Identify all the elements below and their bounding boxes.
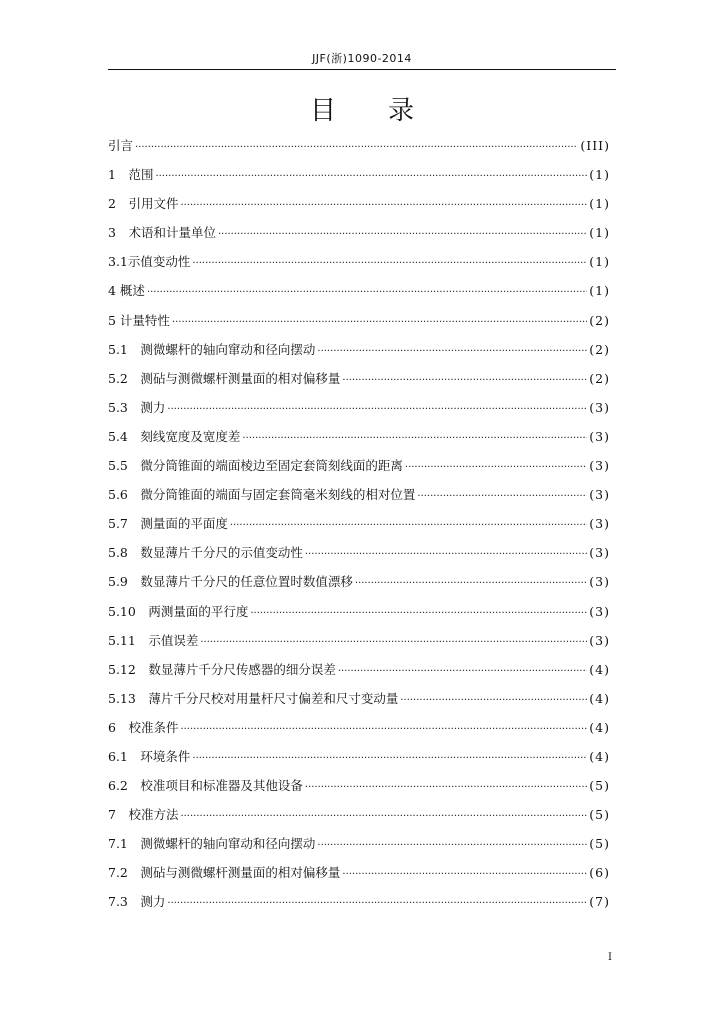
- toc-entry-page: (1): [589, 167, 610, 183]
- toc-entry-label: 6.1 环境条件: [108, 748, 191, 764]
- toc-entry-label: 7.3 测力: [108, 894, 166, 910]
- toc-entry-page: (4): [589, 719, 610, 735]
- toc-entry-label: 6 校准条件: [108, 719, 179, 735]
- toc-entry-label: 5.4 刻线宽度及宽度差: [108, 428, 241, 444]
- toc-entry[interactable]: [108, 480, 610, 509]
- toc-entry[interactable]: [108, 247, 610, 276]
- toc-entry-page: (3): [589, 399, 610, 415]
- toc-entry-page: (4): [589, 748, 610, 764]
- toc-entry-page: (5): [589, 836, 610, 852]
- toc-entry-page: (2): [589, 312, 610, 328]
- toc-entry-page: (5): [589, 807, 610, 823]
- toc-dot-leader: [230, 511, 587, 540]
- toc-entry-label: 5.10 两测量面的平行度: [108, 603, 249, 619]
- toc-entry-label: 5.1 测微螺杆的轴向窜动和径向摆动: [108, 341, 316, 357]
- toc-entry-page: (3): [589, 458, 610, 474]
- toc-dot-leader: [180, 802, 587, 831]
- toc-entry-label: 5.5 微分筒锥面的端面棱边至固定套筒刻线面的距离: [108, 458, 403, 474]
- toc-entry[interactable]: [108, 538, 610, 567]
- toc-entry-label: 4 概述: [108, 283, 145, 299]
- toc-entry-page: (5): [589, 778, 610, 794]
- toc-entry-label: 5.13 薄片千分尺校对用量杆尺寸偏差和尺寸变动量: [108, 690, 399, 706]
- toc-dot-leader: [147, 278, 587, 307]
- toc-entry[interactable]: [108, 393, 610, 422]
- toc-dot-leader: [192, 249, 587, 278]
- toc-dot-leader: [342, 366, 587, 395]
- toc-entry[interactable]: [108, 160, 610, 189]
- toc-dot-leader: [242, 424, 587, 453]
- toc-entry[interactable]: [108, 858, 610, 887]
- toc-entry-label: 1 范围: [108, 167, 154, 183]
- toc-entry-label: 5.2 测砧与测微螺杆测量面的相对偏移量: [108, 370, 341, 386]
- toc-dot-leader: [218, 220, 587, 249]
- toc-entry[interactable]: [108, 306, 610, 335]
- toc-dot-leader: [250, 599, 587, 628]
- toc-dot-leader: [417, 482, 587, 511]
- header-rule: [108, 69, 616, 70]
- toc-entry-label: 5.11 示值误差: [108, 632, 199, 648]
- toc-entry[interactable]: [108, 451, 610, 480]
- toc-dot-leader: [317, 831, 587, 860]
- toc-dot-leader: [172, 308, 587, 337]
- toc-entry-label: 5.3 测力: [108, 399, 166, 415]
- toc-entry[interactable]: [108, 684, 610, 713]
- toc-entry-page: (1): [589, 254, 610, 270]
- toc-title: 目录: [309, 96, 466, 126]
- toc-entry[interactable]: [108, 189, 610, 218]
- toc-entry[interactable]: [108, 335, 610, 364]
- toc-entry-page: (3): [589, 632, 610, 648]
- table-of-contents: [108, 131, 610, 917]
- toc-entry[interactable]: [108, 422, 610, 451]
- toc-entry[interactable]: [108, 887, 610, 916]
- toc-dot-leader: [192, 744, 587, 773]
- toc-dot-leader: [338, 657, 587, 686]
- toc-entry-label: 7.1 测微螺杆的轴向窜动和径向摆动: [108, 836, 316, 852]
- toc-entry-page: (4): [589, 690, 610, 706]
- toc-dot-leader: [180, 715, 587, 744]
- toc-entry-page: (3): [589, 428, 610, 444]
- toc-entry-label: 5.8 数显薄片千分尺的示值变动性: [108, 545, 303, 561]
- toc-entry-page: (3): [589, 545, 610, 561]
- toc-entry-label: 5 计量特性: [108, 312, 170, 328]
- toc-entry[interactable]: [108, 800, 610, 829]
- toc-entry[interactable]: [108, 655, 610, 684]
- toc-dot-leader: [400, 686, 587, 715]
- toc-entry-label: 5.12 数显薄片千分尺传感器的细分误差: [108, 661, 336, 677]
- toc-entry-page: (3): [589, 487, 610, 503]
- toc-entry-page: (4): [589, 661, 610, 677]
- toc-entry-page: (3): [589, 516, 610, 532]
- toc-dot-leader: [405, 453, 587, 482]
- toc-entry[interactable]: [108, 829, 610, 858]
- toc-entry-page: (III): [580, 138, 610, 153]
- toc-dot-leader: [305, 540, 587, 569]
- toc-dot-leader: [317, 337, 587, 366]
- toc-entry-page: (1): [589, 225, 610, 241]
- toc-entry-label: 5.9 数显薄片千分尺的任意位置时数值漂移: [108, 574, 353, 590]
- toc-entry-page: (7): [589, 894, 610, 910]
- toc-entry-label: 5.6 微分筒锥面的端面与固定套筒毫米刻线的相对位置: [108, 487, 416, 503]
- toc-entry[interactable]: [108, 131, 610, 160]
- toc-entry-label: 7 校准方法: [108, 807, 179, 823]
- toc-entry[interactable]: [108, 626, 610, 655]
- running-header: JJF(浙)1090-2014: [312, 52, 412, 65]
- toc-dot-leader: [305, 773, 587, 802]
- toc-entry[interactable]: [108, 567, 610, 596]
- toc-entry-page: (6): [589, 865, 610, 881]
- toc-entry-label: 7.2 测砧与测微螺杆测量面的相对偏移量: [108, 865, 341, 881]
- toc-entry-page: (3): [589, 603, 610, 619]
- toc-entry-label: 2 引用文件: [108, 196, 179, 212]
- toc-dot-leader: [167, 889, 587, 918]
- toc-entry[interactable]: [108, 364, 610, 393]
- toc-entry[interactable]: [108, 597, 610, 626]
- toc-dot-leader: [342, 860, 587, 889]
- toc-entry-page: (1): [589, 196, 610, 212]
- toc-dot-leader: [200, 628, 587, 657]
- toc-entry-label: 3.1示值变动性: [108, 254, 191, 270]
- toc-entry-page: (2): [589, 370, 610, 386]
- toc-entry-page: (2): [589, 341, 610, 357]
- toc-dot-leader: [180, 191, 587, 220]
- toc-entry[interactable]: [108, 771, 610, 800]
- toc-dot-leader: [355, 569, 587, 598]
- toc-dot-leader: [135, 133, 578, 162]
- toc-entry-label: 引言: [108, 138, 134, 153]
- toc-entry-page: (1): [589, 283, 610, 299]
- page-number: I: [608, 952, 612, 963]
- toc-entry[interactable]: [108, 713, 610, 742]
- toc-entry[interactable]: [108, 218, 610, 247]
- toc-dot-leader: [167, 395, 587, 424]
- toc-entry[interactable]: [108, 276, 610, 305]
- toc-entry-label: 6.2 校准项目和标准器及其他设备: [108, 778, 303, 794]
- toc-entry-page: (3): [589, 574, 610, 590]
- toc-entry-label: 3 术语和计量单位: [108, 225, 216, 241]
- toc-entry[interactable]: [108, 509, 610, 538]
- toc-entry[interactable]: [108, 742, 610, 771]
- toc-dot-leader: [155, 162, 587, 191]
- toc-entry-label: 5.7 测量面的平面度: [108, 516, 228, 532]
